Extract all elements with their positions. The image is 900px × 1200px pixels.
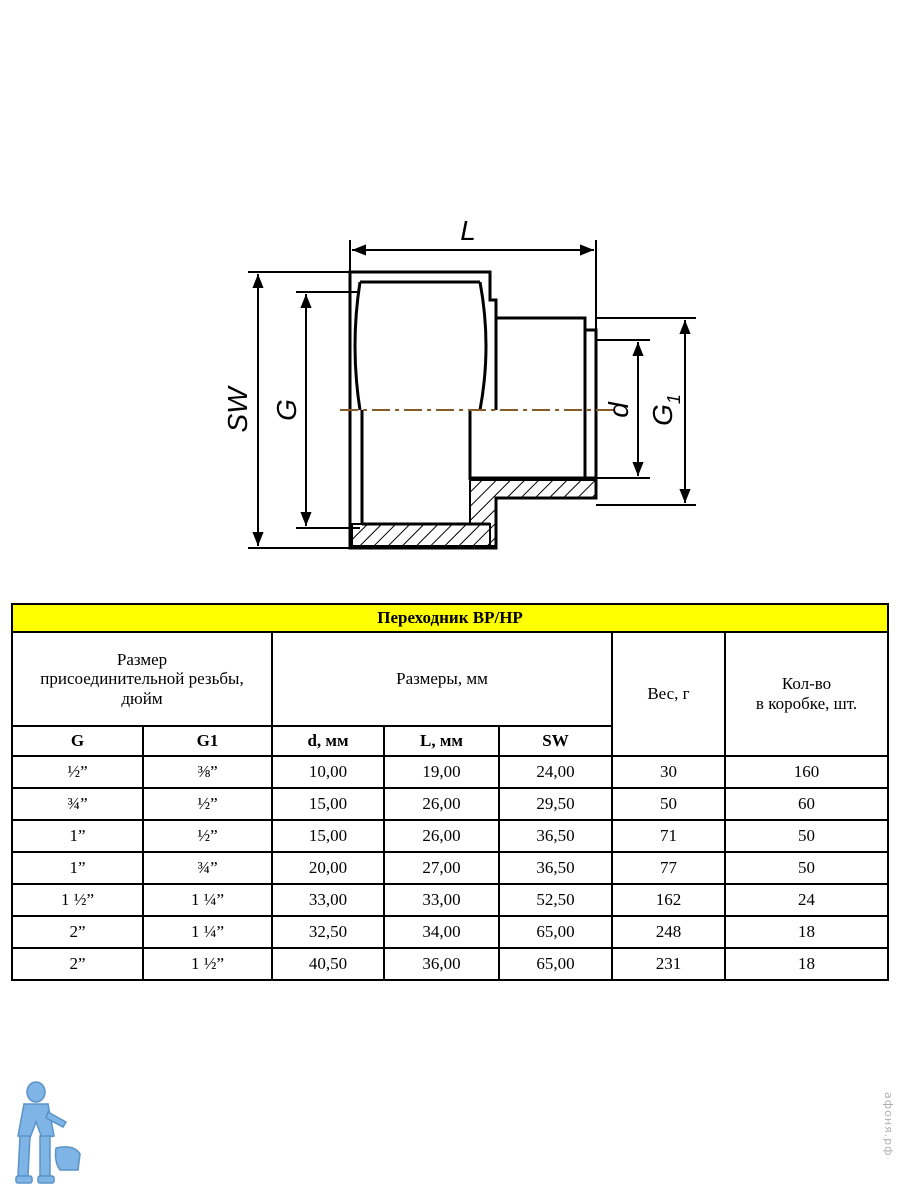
cell-weight: 50 (612, 788, 725, 820)
cell-SW: 24,00 (499, 756, 612, 788)
col-header-G: G (12, 726, 143, 756)
cell-SW: 65,00 (499, 948, 612, 980)
cell-qty: 50 (725, 820, 888, 852)
table-row (12, 948, 888, 980)
cell-qty: 18 (725, 916, 888, 948)
hatched-wall-bottom (352, 524, 490, 546)
table-row (12, 788, 888, 820)
cell-qty: 24 (725, 884, 888, 916)
cell-L: 36,00 (384, 948, 499, 980)
cell-d: 20,00 (272, 852, 384, 884)
cell-d: 40,50 (272, 948, 384, 980)
dim-label-G1 (647, 394, 684, 426)
cell-SW: 29,50 (499, 788, 612, 820)
cell-L: 26,00 (384, 788, 499, 820)
cell-SW: 36,50 (499, 820, 612, 852)
cell-G1: ¾” (143, 852, 272, 884)
cell-G: ½” (12, 756, 143, 788)
cell-L: 19,00 (384, 756, 499, 788)
dim-label-G1-main: G (647, 404, 678, 426)
table-row (12, 916, 888, 948)
technical-drawing (0, 0, 900, 590)
cell-weight: 77 (612, 852, 725, 884)
table-row (12, 756, 888, 788)
header-box-qty: Кол-во в коробке, шт. (725, 632, 888, 756)
cell-d: 33,00 (272, 884, 384, 916)
spec-table (11, 603, 889, 981)
cell-SW: 52,50 (499, 884, 612, 916)
cell-L: 26,00 (384, 820, 499, 852)
dim-label-G1-sub: 1 (664, 394, 684, 405)
cell-qty: 50 (725, 852, 888, 884)
dim-label-L: L (460, 215, 476, 246)
cell-weight: 30 (612, 756, 725, 788)
header-dimensions: Размеры, мм (272, 632, 612, 726)
cell-d: 10,00 (272, 756, 384, 788)
cell-G1: ⅜” (143, 756, 272, 788)
cell-G: 2” (12, 916, 143, 948)
table-row (12, 852, 888, 884)
cell-L: 27,00 (384, 852, 499, 884)
col-header-d: d, мм (272, 726, 384, 756)
cell-d: 15,00 (272, 820, 384, 852)
table-row (12, 884, 888, 916)
cell-G1: 1 ¼” (143, 884, 272, 916)
col-header-L: L, мм (384, 726, 499, 756)
col-header-G1: G1 (143, 726, 272, 756)
table-row (12, 820, 888, 852)
cell-G1: 1 ½” (143, 948, 272, 980)
cell-d: 15,00 (272, 788, 384, 820)
cell-G1: 1 ¼” (143, 916, 272, 948)
header-weight: Вес, г (612, 632, 725, 756)
cell-G: 1” (12, 852, 143, 884)
header-thread-size: Размер присоединительной резьбы, дюйм (12, 632, 272, 726)
cell-G: 1 ½” (12, 884, 143, 916)
cell-SW: 36,50 (499, 852, 612, 884)
site-watermark: афоня.рф (882, 1092, 895, 1157)
cell-G: 2” (12, 948, 143, 980)
cell-weight: 248 (612, 916, 725, 948)
cell-qty: 18 (725, 948, 888, 980)
cell-qty: 60 (725, 788, 888, 820)
cell-weight: 71 (612, 820, 725, 852)
dim-label-SW: SW (222, 387, 253, 433)
cell-d: 32,50 (272, 916, 384, 948)
cell-L: 34,00 (384, 916, 499, 948)
cell-qty: 160 (725, 756, 888, 788)
cell-weight: 231 (612, 948, 725, 980)
cell-SW: 65,00 (499, 916, 612, 948)
cell-G1: ½” (143, 820, 272, 852)
plumber-mascot-logo (6, 1078, 86, 1190)
cell-G1: ½” (143, 788, 272, 820)
dim-label-G: G (271, 399, 302, 421)
table-title: Переходник ВР/НР (12, 604, 888, 632)
cell-G: 1” (12, 820, 143, 852)
dim-label-d: d (603, 402, 634, 418)
cell-G: ¾” (12, 788, 143, 820)
cell-L: 33,00 (384, 884, 499, 916)
col-header-SW: SW (499, 726, 612, 756)
cell-weight: 162 (612, 884, 725, 916)
